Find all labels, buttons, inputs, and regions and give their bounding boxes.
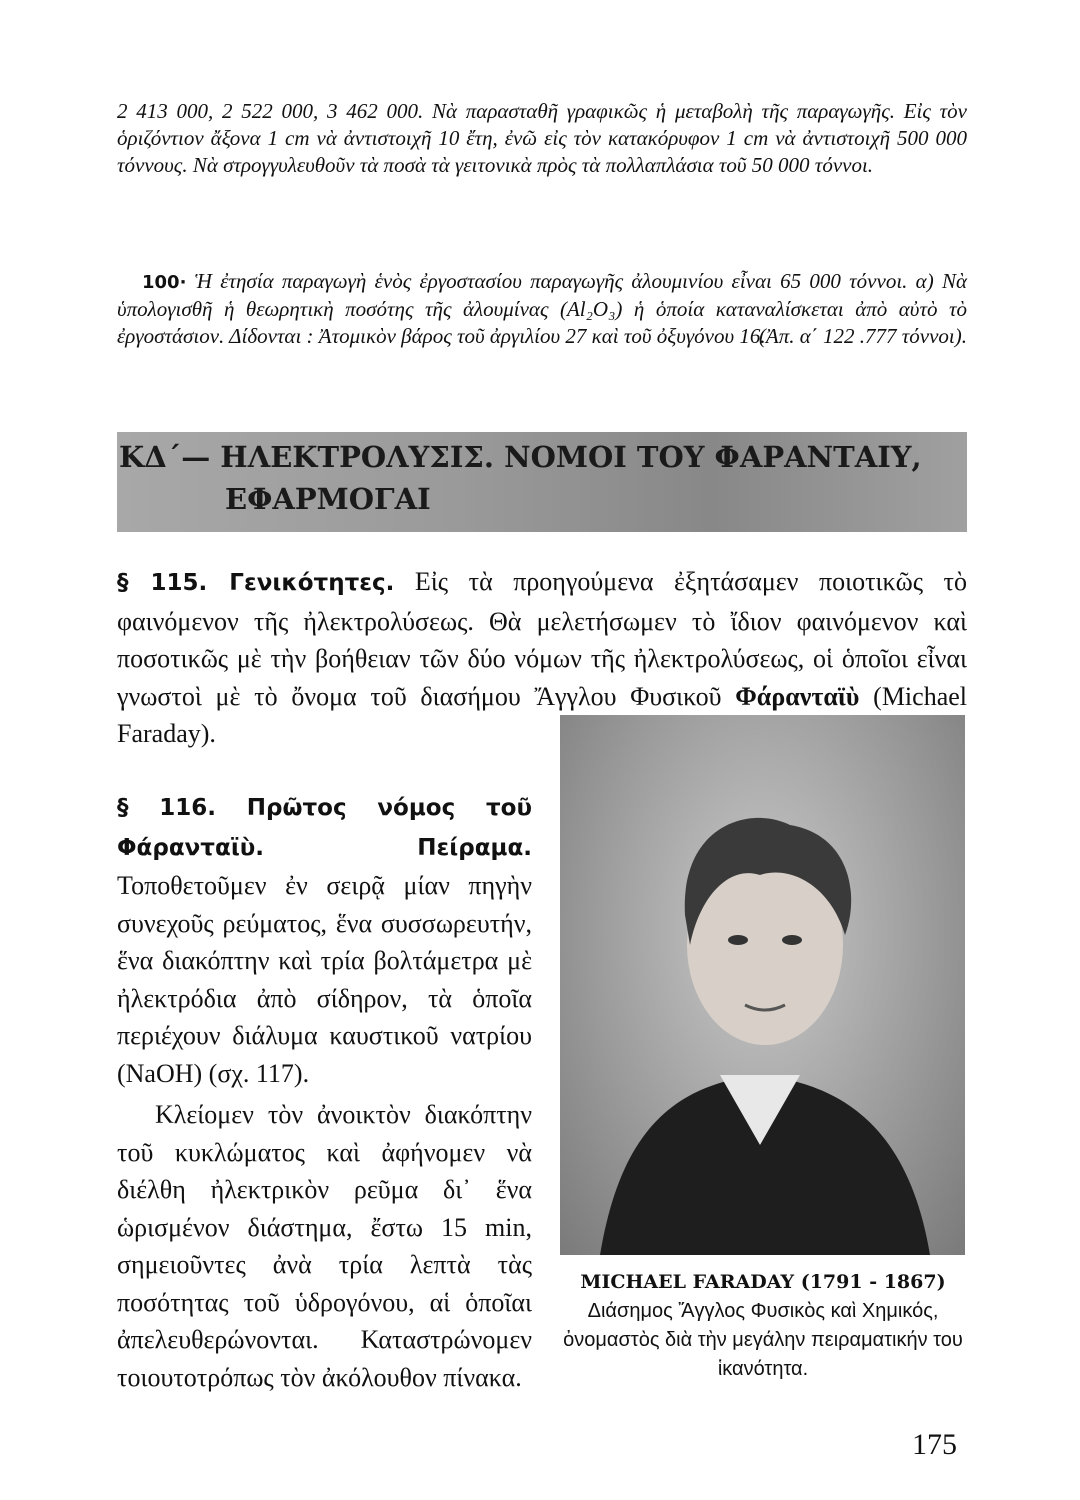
section-text: Εἰς τὰ προηγούμενα ἐξητάσαμεν ποιοτικῶς τὸ φαινόμενον τῆς ἠλεκτρολύσεως. Θὰ μελετήσωμεν τὸ ἴδιον φαινόμενον καὶ ποσοτικῶς μὲ τὴν βοήθειαν τῶν δύο νόμων τῆς ἠλεκτρολύσεως, οἱ ὁποῖοι εἶναι γνωστοὶ μὲ τὸ ὄνομα τοῦ διασήμου Ἄγγλου Φυσικοῦ — [117, 567, 967, 711]
section-heading: § 115. Γενικότητες. — [117, 570, 395, 596]
chapter-banner — [117, 432, 967, 532]
page-number: 175 — [912, 1428, 957, 1461]
section-heading: § 116. Πρῶτος νόμος τοῦ Φάρανταϊὺ. Πείραμα. — [117, 795, 532, 861]
chapter-title-line2: ΕΦΑΡΜΟΓΑΙ — [225, 482, 431, 516]
exercise-answer: (Ἀπ. α΄ 122 .777 τόννοι). — [758, 324, 967, 348]
caption-text: Διάσημος Ἄγγλος Φυσικὸς καὶ Χημικός, ὀνομαστὸς διὰ τὴν μεγάλην πειραματικήν του ἱκανότητα. — [563, 1300, 963, 1380]
portrait-caption — [553, 1268, 973, 1384]
caption-title: MICHAEL FARADAY (1791 - 1867) — [580, 1271, 946, 1293]
faraday-name: Φάρανταϊὺ — [735, 681, 860, 711]
exercise-number: 100· — [142, 272, 187, 293]
section-text: Τοποθετοῦμεν ἐν σειρᾷ μίαν πηγὴν συνεχοῦς ρεύματος, ἕνα συσσωρευτήν, ἕνα διακόπτην καὶ τρία βολτάμετρα μὲ ἠλεκτρόδια ἀπὸ σίδηρον, τὰ ὁποῖα περιέχουν διάλυμα καυστικοῦ νατρίου (NaOH) (σχ. 117). — [117, 871, 532, 1088]
faraday-portrait — [560, 715, 965, 1255]
chapter-title-line1: ΚΔ΄— ΗΛΕΚΤΡΟΛΥΣΙΣ. ΝΟΜΟΙ ΤΟΥ ΦΑΡΑΝΤΑΙΥ, — [119, 440, 922, 474]
exercise-100 — [117, 268, 967, 350]
section-116 — [117, 788, 532, 1396]
faraday-name-en: (Michael Faraday). — [117, 681, 967, 748]
exercise-continuation: 2 413 000, 2 522 000, 3 462 000. Νὰ παρασταθῆ γραφικῶς ἡ μεταβολὴ τῆς παραγωγῆς. Εἰς τὸν ὁριζόντιον ἄξονα 1 cm νὰ ἀντιστοιχῆ 10 ἔτη, ἐνῶ εἰς τὸν κατακόρυφον 1 cm νὰ ἀντιστοιχῆ 500 000 τόννους. Νὰ στρογγυλευθοῦν τὰ ποσὰ τὰ γειτονικὰ πρὸς τὰ πολλαπλάσια τοῦ 50 000 τόννοι. — [117, 99, 967, 177]
exercise-text: Ἡ ἐτησία παραγωγὴ ἑνὸς ἐργοστασίου παραγωγῆς ἀλουμινίου εἶναι 65 000 τόννοι. α) Νὰ ὑπολογισθῆ ἡ θεωρητικὴ ποσότης τῆς ἀλουμίνας (Al₂O₃) ἡ ὁποία καταναλίσκεται ἀπὸ αὐτὸ τὸ ἐργοστάσιον. Δίδονται : Ἀτομικὸν βάρος τοῦ ἀργιλίου 27 καὶ τοῦ ὀξυγόνου 16. — [117, 269, 968, 348]
section-paragraph: Κλείομεν τὸν ἀνοικτὸν διακόπτην τοῦ κυκλώματος καὶ ἀφήνομεν νὰ διέλθη ἠλεκτρικὸν ρεῦμα δι᾽ ἕνα ὡρισμένον διάστημα, ἔστω 15 min, σημειοῦντες ἀνὰ τρία λεπτὰ τὰς ποσότητας τοῦ ὑδρογόνου, αἱ ὁποῖαι ἀπελευθερώνονται. Καταστρώνομεν τοιουτοτρόπως τὸν ἀκόλουθον πίνακα. — [117, 1100, 532, 1392]
